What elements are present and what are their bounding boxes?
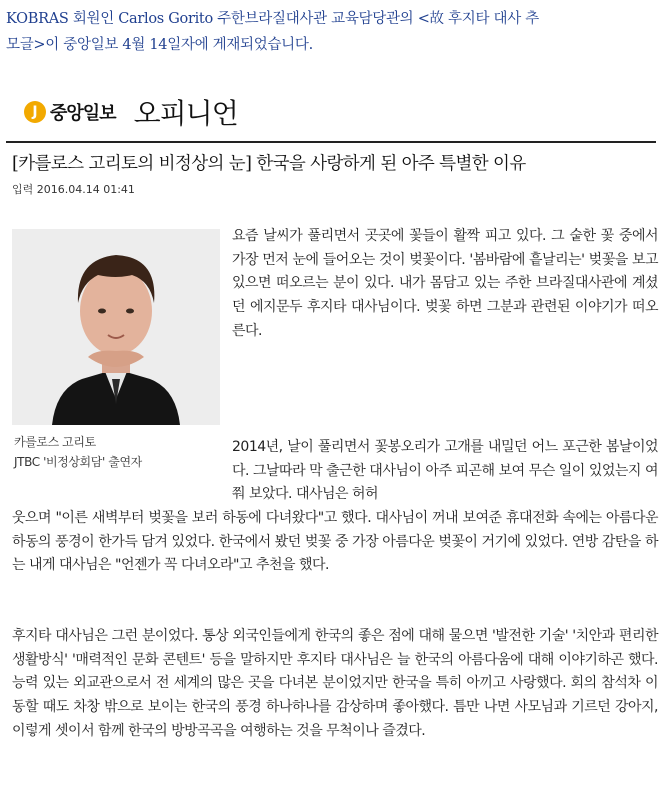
- divider-top: [6, 141, 656, 143]
- newspaper-name: 중앙일보: [50, 103, 116, 124]
- intro-text: [6, 6, 656, 58]
- joongang-logo-icon: J: [24, 101, 46, 123]
- article-paragraph-1: 요즘 날씨가 풀리면서 곳곳에 꽃들이 활짝 피고 있다. 그 숱한 꽃 중에서 가장 먼저 눈에 들어오는 것이 벚꽃이다. '봄바람에 흩날리는' 벚꽃을 보고 있으면 떠오르는 분이 있다. 내가 몸담고 있는 주한 브라질대사관에 계셨던 에지문두 후지타 대사님이다. 벚꽃 하면 그분과 관련된 이야기가 떠오른다.: [232, 228, 658, 339]
- section-title: 오피니언: [133, 97, 238, 130]
- article-paragraph-2: 2014년, 날이 풀리면서 꽃봉오리가 고개를 내밀던 어느 포근한 봄날이었다. 그날따라 막 출근한 대사님이 아주 피곤해 보여 무슨 일이 있었는지 여쭤 보았다. 대사님은 허허: [232, 439, 658, 503]
- intro-line-1: KOBRAS 회원인 Carlos Gorito 주한브라질대사관 교육담당관의 <故 후지타 대사 추: [6, 11, 539, 27]
- article-headline: [카를로스 고리토의 비정상의 눈] 한국을 사랑하게 된 아주 특별한 이유: [12, 154, 526, 174]
- article-dateline: 입력 2016.04.14 01:41: [12, 183, 135, 196]
- article-paragraph-4: 후지타 대사님은 그런 분이었다. 통상 외국인들에게 한국의 좋은 점에 대해 물으면 '발전한 기술' '치안과 편리한 생활방식' '매력적인 문화 콘텐트' 등을 말하지만 후지타 대사님은 늘 한국의 아름다움에 대해 이야기하곤 했다. 능력 있는 외교관으로서 전 세계의 많은 곳을 다녀본 분이었지만 한국을 특히 아끼고 사랑했다. 회의 참석차 이동할 때도 차창 밖으로 보이는 한국의 풍경 하나하나를 감상하며 좋아했다. 틈만 나면 사모님과 기르던 강아지, 이렇게 셋이서 함께 한국의 방방곡곡을 여행하는 것을 무척이나 즐겼다.: [12, 628, 658, 739]
- caption-role: JTBC '비정상회담' 출연자: [14, 455, 142, 469]
- article-paragraph-3: 웃으며 "이른 새벽부터 벚꽃을 보러 하동에 다녀왔다"고 했다. 대사님이 꺼내 보여준 휴대전화 속에는 아름다운 하동의 풍경이 한가득 담겨 있었다. 한국에서 봤던 벚꽃 중 가장 아름다운 벚꽃이 거기에 있었다. 연방 감탄을 하는 내게 대사님은 "언젠가 꼭 다녀오라"고 추천을 했다.: [12, 510, 658, 574]
- author-photo: [12, 229, 220, 425]
- author-portrait-image: [12, 229, 220, 425]
- photo-caption: [14, 432, 142, 472]
- masthead: [24, 94, 238, 130]
- intro-line-2: 모글>이 중앙일보 4월 14일자에 게재되었습니다.: [6, 37, 313, 53]
- caption-name: 카를로스 고리토: [14, 435, 96, 449]
